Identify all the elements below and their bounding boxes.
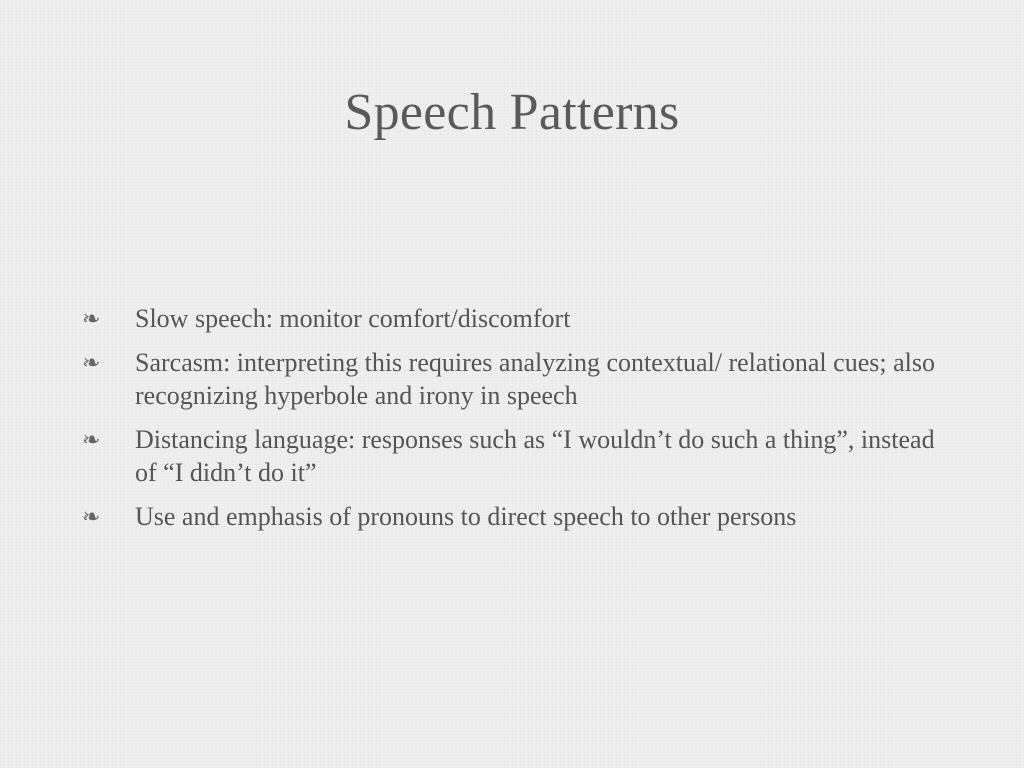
bullet-text: Sarcasm: interpreting this requires analyzing contextual/ relational cues; also recognizing hyperbole and irony in speech <box>135 348 935 410</box>
floral-heart-icon: ❧ <box>82 427 101 452</box>
bullet-item <box>80 423 960 489</box>
bullet-item <box>80 346 960 412</box>
bullet-item <box>80 500 960 533</box>
floral-heart-icon: ❧ <box>82 306 101 331</box>
bullet-text: Use and emphasis of pronouns to direct speech to other persons <box>135 502 797 531</box>
bullet-list <box>80 302 960 544</box>
slide-title: Speech Patterns <box>344 84 680 141</box>
floral-heart-icon: ❧ <box>82 504 101 529</box>
floral-heart-icon: ❧ <box>82 350 101 375</box>
bullet-item <box>80 302 960 335</box>
bullet-text: Distancing language: responses such as “I wouldn’t do such a thing”, instead of “I didn’t do it” <box>135 425 935 487</box>
bullet-text: Slow speech: monitor comfort/discomfort <box>135 304 571 333</box>
